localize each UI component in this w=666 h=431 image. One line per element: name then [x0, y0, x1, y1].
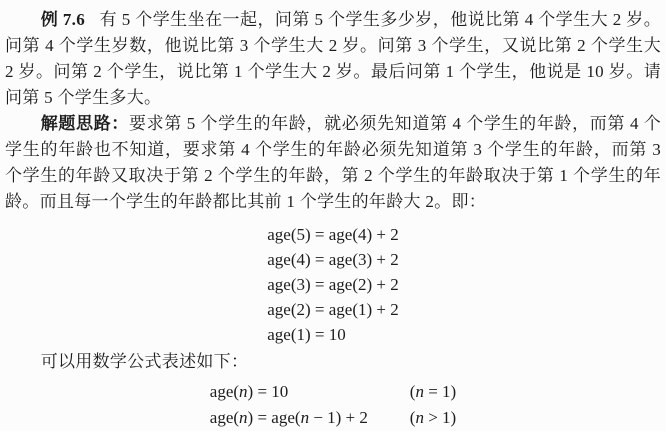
- solution-text: 要求第 5 个学生的年龄，就必须先知道第 4 个学生的年龄，而第 4 个学生的年龄也不知道，要求第 4 个学生的年龄必须先知道第 3 个学生的年龄，而第 3 个学生的年龄又取决于第 2 个学生的年龄，第 2 个学生的年龄取决于第 1 个学生的年龄。而且每一个学生的年龄都比其前 1 个学生的年龄大 2。即：: [5, 114, 661, 211]
- equation-line: age(3) = age(2) + 2: [267, 275, 399, 294]
- solution-paragraph: [5, 111, 661, 215]
- solution-label: 解题思路：: [40, 114, 129, 133]
- equation-line: age(5) = age(4) + 2: [267, 225, 399, 244]
- formula-condition: (n = 1): [409, 382, 457, 401]
- equation-line: age(2) = age(1) + 2: [267, 300, 399, 319]
- formula-block: [210, 379, 456, 431]
- problem-label: 例 7.6: [40, 10, 85, 29]
- problem-text: 有 5 个学生坐在一起，问第 5 个学生多少岁，他说比第 4 个学生大 2 岁。问第 4 个学生岁数，他说比第 3 个学生大 2 岁。问第 3 个学生，又说比第 2 个学生大 2 岁。问第 2 个学生，说比第 1 个学生大 2 岁。最后问第 1 个学生，他说是 10 岁。请问第 5 个学生多大。: [5, 10, 662, 107]
- equation-line: age(4) = age(3) + 2: [267, 250, 399, 269]
- equation-line: age(1) = 10: [267, 325, 346, 344]
- formula-body: age(n) = age(n − 1) + 2: [209, 408, 368, 427]
- formula-intro: 可以用数学公式表述如下：: [40, 352, 249, 371]
- formula-condition: (n > 1): [409, 408, 457, 427]
- problem-paragraph: [5, 7, 661, 111]
- equation-block: [267, 222, 399, 347]
- formula-body: age(n) = 10: [209, 382, 289, 401]
